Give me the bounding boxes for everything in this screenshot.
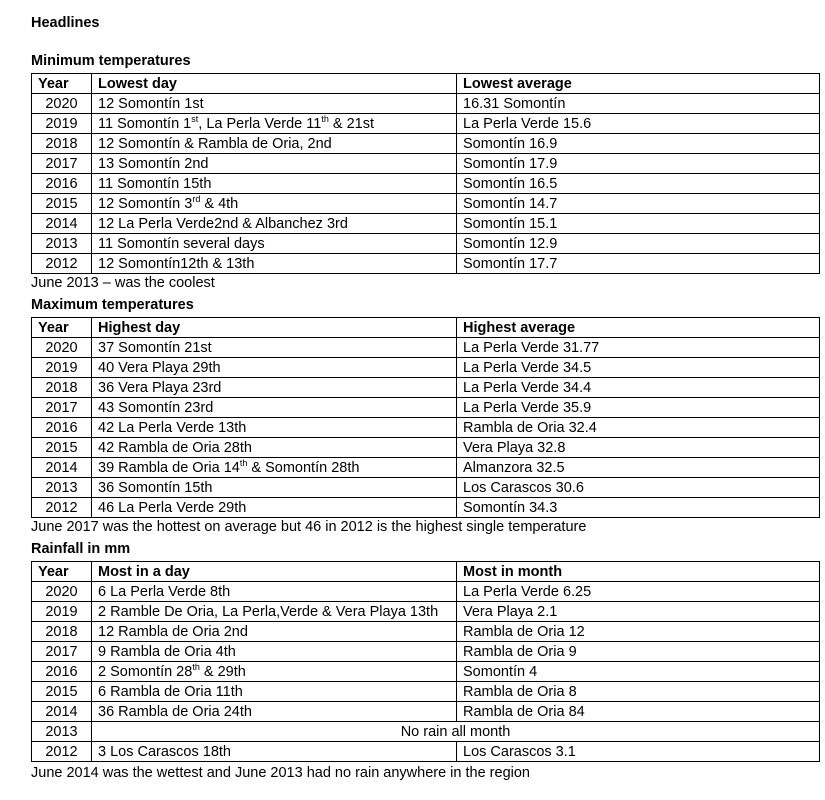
year-cell: 2020 — [32, 582, 92, 602]
day-cell — [92, 742, 457, 762]
average-cell: La Perla Verde 34.4 — [457, 378, 820, 398]
day-text: 12 Somontín 3 — [98, 195, 193, 212]
average-cell: Vera Playa 32.8 — [457, 438, 820, 458]
table-row — [32, 114, 820, 134]
average-cell: Rambla de Oria 84 — [457, 702, 820, 722]
year-cell: 2018 — [32, 134, 92, 154]
day-cell — [92, 254, 457, 274]
year-cell: 2020 — [32, 338, 92, 358]
average-cell: Rambla de Oria 9 — [457, 642, 820, 662]
day-cell — [92, 642, 457, 662]
rainfall-note: June 2014 was the wettest and June 2013 had no rain anywhere in the region — [31, 765, 530, 781]
year-cell: 2019 — [32, 358, 92, 378]
table-row — [32, 254, 820, 274]
year-cell: 2012 — [32, 742, 92, 762]
average-cell: Somontín 16.9 — [457, 134, 820, 154]
year-cell: 2015 — [32, 438, 92, 458]
average-cell: Somontín 17.9 — [457, 154, 820, 174]
day-cell — [92, 114, 457, 134]
table-row — [32, 498, 820, 518]
rainfall-heading: Rainfall in mm — [31, 541, 131, 557]
table-row — [32, 742, 820, 762]
table-row — [32, 722, 820, 742]
table-row — [32, 418, 820, 438]
ordinal-suffix: rd — [192, 193, 201, 204]
day-text: 2 Somontín 28 — [98, 663, 193, 680]
table-row — [32, 154, 820, 174]
day-cell — [92, 682, 457, 702]
average-cell: La Perla Verde 6.25 — [457, 582, 820, 602]
day-cell — [92, 498, 457, 518]
day-text: 36 Vera Playa 23rd — [98, 379, 222, 396]
day-cell — [92, 702, 457, 722]
year-cell: 2013 — [32, 234, 92, 254]
table-row — [32, 358, 820, 378]
day-text: 2 Ramble De Oria, La Perla,Verde & Vera Playa 13th — [98, 603, 439, 620]
day-cell — [92, 154, 457, 174]
day-cell — [92, 398, 457, 418]
day-cell — [92, 94, 457, 114]
day-cell — [92, 338, 457, 358]
day-text: 13 Somontín 2nd — [98, 155, 209, 172]
maximum-temperatures-heading: Maximum temperatures — [31, 297, 194, 313]
day-cell — [92, 582, 457, 602]
day-text: 12 Somontín & Rambla de Oria, 2nd — [98, 135, 332, 152]
minimum-temperatures-table — [31, 73, 820, 274]
average-cell: Somontín 12.9 — [457, 234, 820, 254]
rainfall-table — [31, 561, 820, 762]
average-cell: La Perla Verde 31.77 — [457, 338, 820, 358]
day-text: 39 Rambla de Oria 14 — [98, 459, 240, 476]
ordinal-suffix: th — [192, 661, 200, 672]
year-cell: 2017 — [32, 642, 92, 662]
average-cell: Vera Playa 2.1 — [457, 602, 820, 622]
column-header-lowest-average: Lowest average — [457, 74, 820, 94]
average-cell: Rambla de Oria 8 — [457, 682, 820, 702]
table-row — [32, 602, 820, 622]
table-row — [32, 582, 820, 602]
maximum-note: June 2017 was the hottest on average but 46 in 2012 is the highest single temperature — [31, 519, 587, 535]
day-cell — [92, 378, 457, 398]
table-row — [32, 174, 820, 194]
day-text: 11 Somontín several days — [98, 235, 265, 252]
table-row — [32, 338, 820, 358]
column-header-most-in-month: Most in month — [457, 562, 820, 582]
year-cell: 2016 — [32, 174, 92, 194]
day-text: & 21st — [328, 115, 374, 132]
table-row — [32, 662, 820, 682]
table-row — [32, 682, 820, 702]
day-cell — [92, 622, 457, 642]
day-cell — [92, 174, 457, 194]
column-header-most-in-a-day: Most in a day — [92, 562, 457, 582]
day-cell — [92, 662, 457, 682]
year-cell: 2020 — [32, 94, 92, 114]
column-header-highest-day: Highest day — [92, 318, 457, 338]
day-text: 43 Somontín 23rd — [98, 399, 214, 416]
day-text: 11 Somontín 15th — [98, 175, 212, 192]
day-cell — [92, 134, 457, 154]
column-header-year: Year — [32, 74, 92, 94]
day-text: & Somontín 28th — [247, 459, 360, 476]
column-header-year: Year — [32, 318, 92, 338]
year-cell: 2019 — [32, 602, 92, 622]
day-text: 12 Somontín 1st — [98, 95, 204, 112]
page-title: Headlines — [31, 15, 100, 31]
average-cell: Los Carascos 30.6 — [457, 478, 820, 498]
minimum-temperatures-heading: Minimum temperatures — [31, 53, 191, 69]
day-text: 9 Rambla de Oria 4th — [98, 643, 236, 660]
table-row — [32, 234, 820, 254]
day-cell — [92, 418, 457, 438]
column-header-lowest-day: Lowest day — [92, 74, 457, 94]
year-cell: 2016 — [32, 662, 92, 682]
average-cell: Somontín 17.7 — [457, 254, 820, 274]
day-text: 40 Vera Playa 29th — [98, 359, 221, 376]
average-cell: Rambla de Oria 12 — [457, 622, 820, 642]
maximum-temperatures-table — [31, 317, 820, 518]
day-cell — [92, 194, 457, 214]
year-cell: 2013 — [32, 722, 92, 742]
table-row — [32, 214, 820, 234]
year-cell: 2014 — [32, 702, 92, 722]
table-row — [32, 194, 820, 214]
table-row — [32, 642, 820, 662]
year-cell: 2012 — [32, 254, 92, 274]
year-cell: 2015 — [32, 682, 92, 702]
average-cell: Somontín 34.3 — [457, 498, 820, 518]
table-header-row — [32, 74, 820, 94]
table-row — [32, 702, 820, 722]
day-text: & 29th — [199, 663, 246, 680]
day-text: 37 Somontín 21st — [98, 339, 212, 356]
year-cell: 2019 — [32, 114, 92, 134]
table-row — [32, 134, 820, 154]
average-cell: La Perla Verde 34.5 — [457, 358, 820, 378]
ordinal-suffix: th — [239, 457, 248, 468]
day-text: 12 Somontín12th & 13th — [98, 255, 255, 272]
table-row — [32, 622, 820, 642]
year-cell: 2015 — [32, 194, 92, 214]
average-cell: Almanzora 32.5 — [457, 458, 820, 478]
table-header-row — [32, 318, 820, 338]
column-header-highest-average: Highest average — [457, 318, 820, 338]
year-cell: 2016 — [32, 418, 92, 438]
merged-cell: No rain all month — [92, 722, 820, 742]
day-text: 46 La Perla Verde 29th — [98, 499, 247, 516]
table-row — [32, 398, 820, 418]
year-cell: 2014 — [32, 214, 92, 234]
day-text: 42 La Perla Verde 13th — [98, 419, 247, 436]
day-text: 12 La Perla Verde2nd & Albanchez 3rd — [98, 215, 348, 232]
average-cell: La Perla Verde 35.9 — [457, 398, 820, 418]
day-text: 36 Rambla de Oria 24th — [98, 703, 252, 720]
table-row — [32, 478, 820, 498]
column-header-year: Year — [32, 562, 92, 582]
day-cell — [92, 234, 457, 254]
day-text: , La Perla Verde 11 — [198, 115, 322, 132]
average-cell: Somontín 14.7 — [457, 194, 820, 214]
day-text: 36 Somontín 15th — [98, 479, 213, 496]
year-cell: 2012 — [32, 498, 92, 518]
table-row — [32, 438, 820, 458]
day-cell — [92, 602, 457, 622]
day-text: 6 Rambla de Oria 11th — [98, 683, 243, 700]
table-header-row — [32, 562, 820, 582]
day-text: 3 Los Carascos 18th — [98, 743, 231, 760]
ordinal-suffix: th — [321, 113, 329, 124]
table-row — [32, 458, 820, 478]
average-cell: 16.31 Somontín — [457, 94, 820, 114]
year-cell: 2017 — [32, 154, 92, 174]
day-cell — [92, 438, 457, 458]
average-cell: Rambla de Oria 32.4 — [457, 418, 820, 438]
average-cell: Los Carascos 3.1 — [457, 742, 820, 762]
year-cell: 2013 — [32, 478, 92, 498]
day-text: 11 Somontín 1 — [98, 115, 192, 132]
table-row — [32, 378, 820, 398]
average-cell: Somontín 15.1 — [457, 214, 820, 234]
year-cell: 2018 — [32, 622, 92, 642]
year-cell: 2014 — [32, 458, 92, 478]
average-cell: Somontín 4 — [457, 662, 820, 682]
day-cell — [92, 458, 457, 478]
day-text: 12 Rambla de Oria 2nd — [98, 623, 248, 640]
year-cell: 2017 — [32, 398, 92, 418]
day-text: 6 La Perla Verde 8th — [98, 583, 231, 600]
day-cell — [92, 358, 457, 378]
day-text: & 4th — [200, 195, 239, 212]
ordinal-suffix: st — [191, 113, 199, 124]
day-text: 42 Rambla de Oria 28th — [98, 439, 252, 456]
day-cell — [92, 214, 457, 234]
table-row — [32, 94, 820, 114]
average-cell: La Perla Verde 15.6 — [457, 114, 820, 134]
day-cell — [92, 478, 457, 498]
average-cell: Somontín 16.5 — [457, 174, 820, 194]
minimum-note: June 2013 – was the coolest — [31, 275, 215, 291]
year-cell: 2018 — [32, 378, 92, 398]
